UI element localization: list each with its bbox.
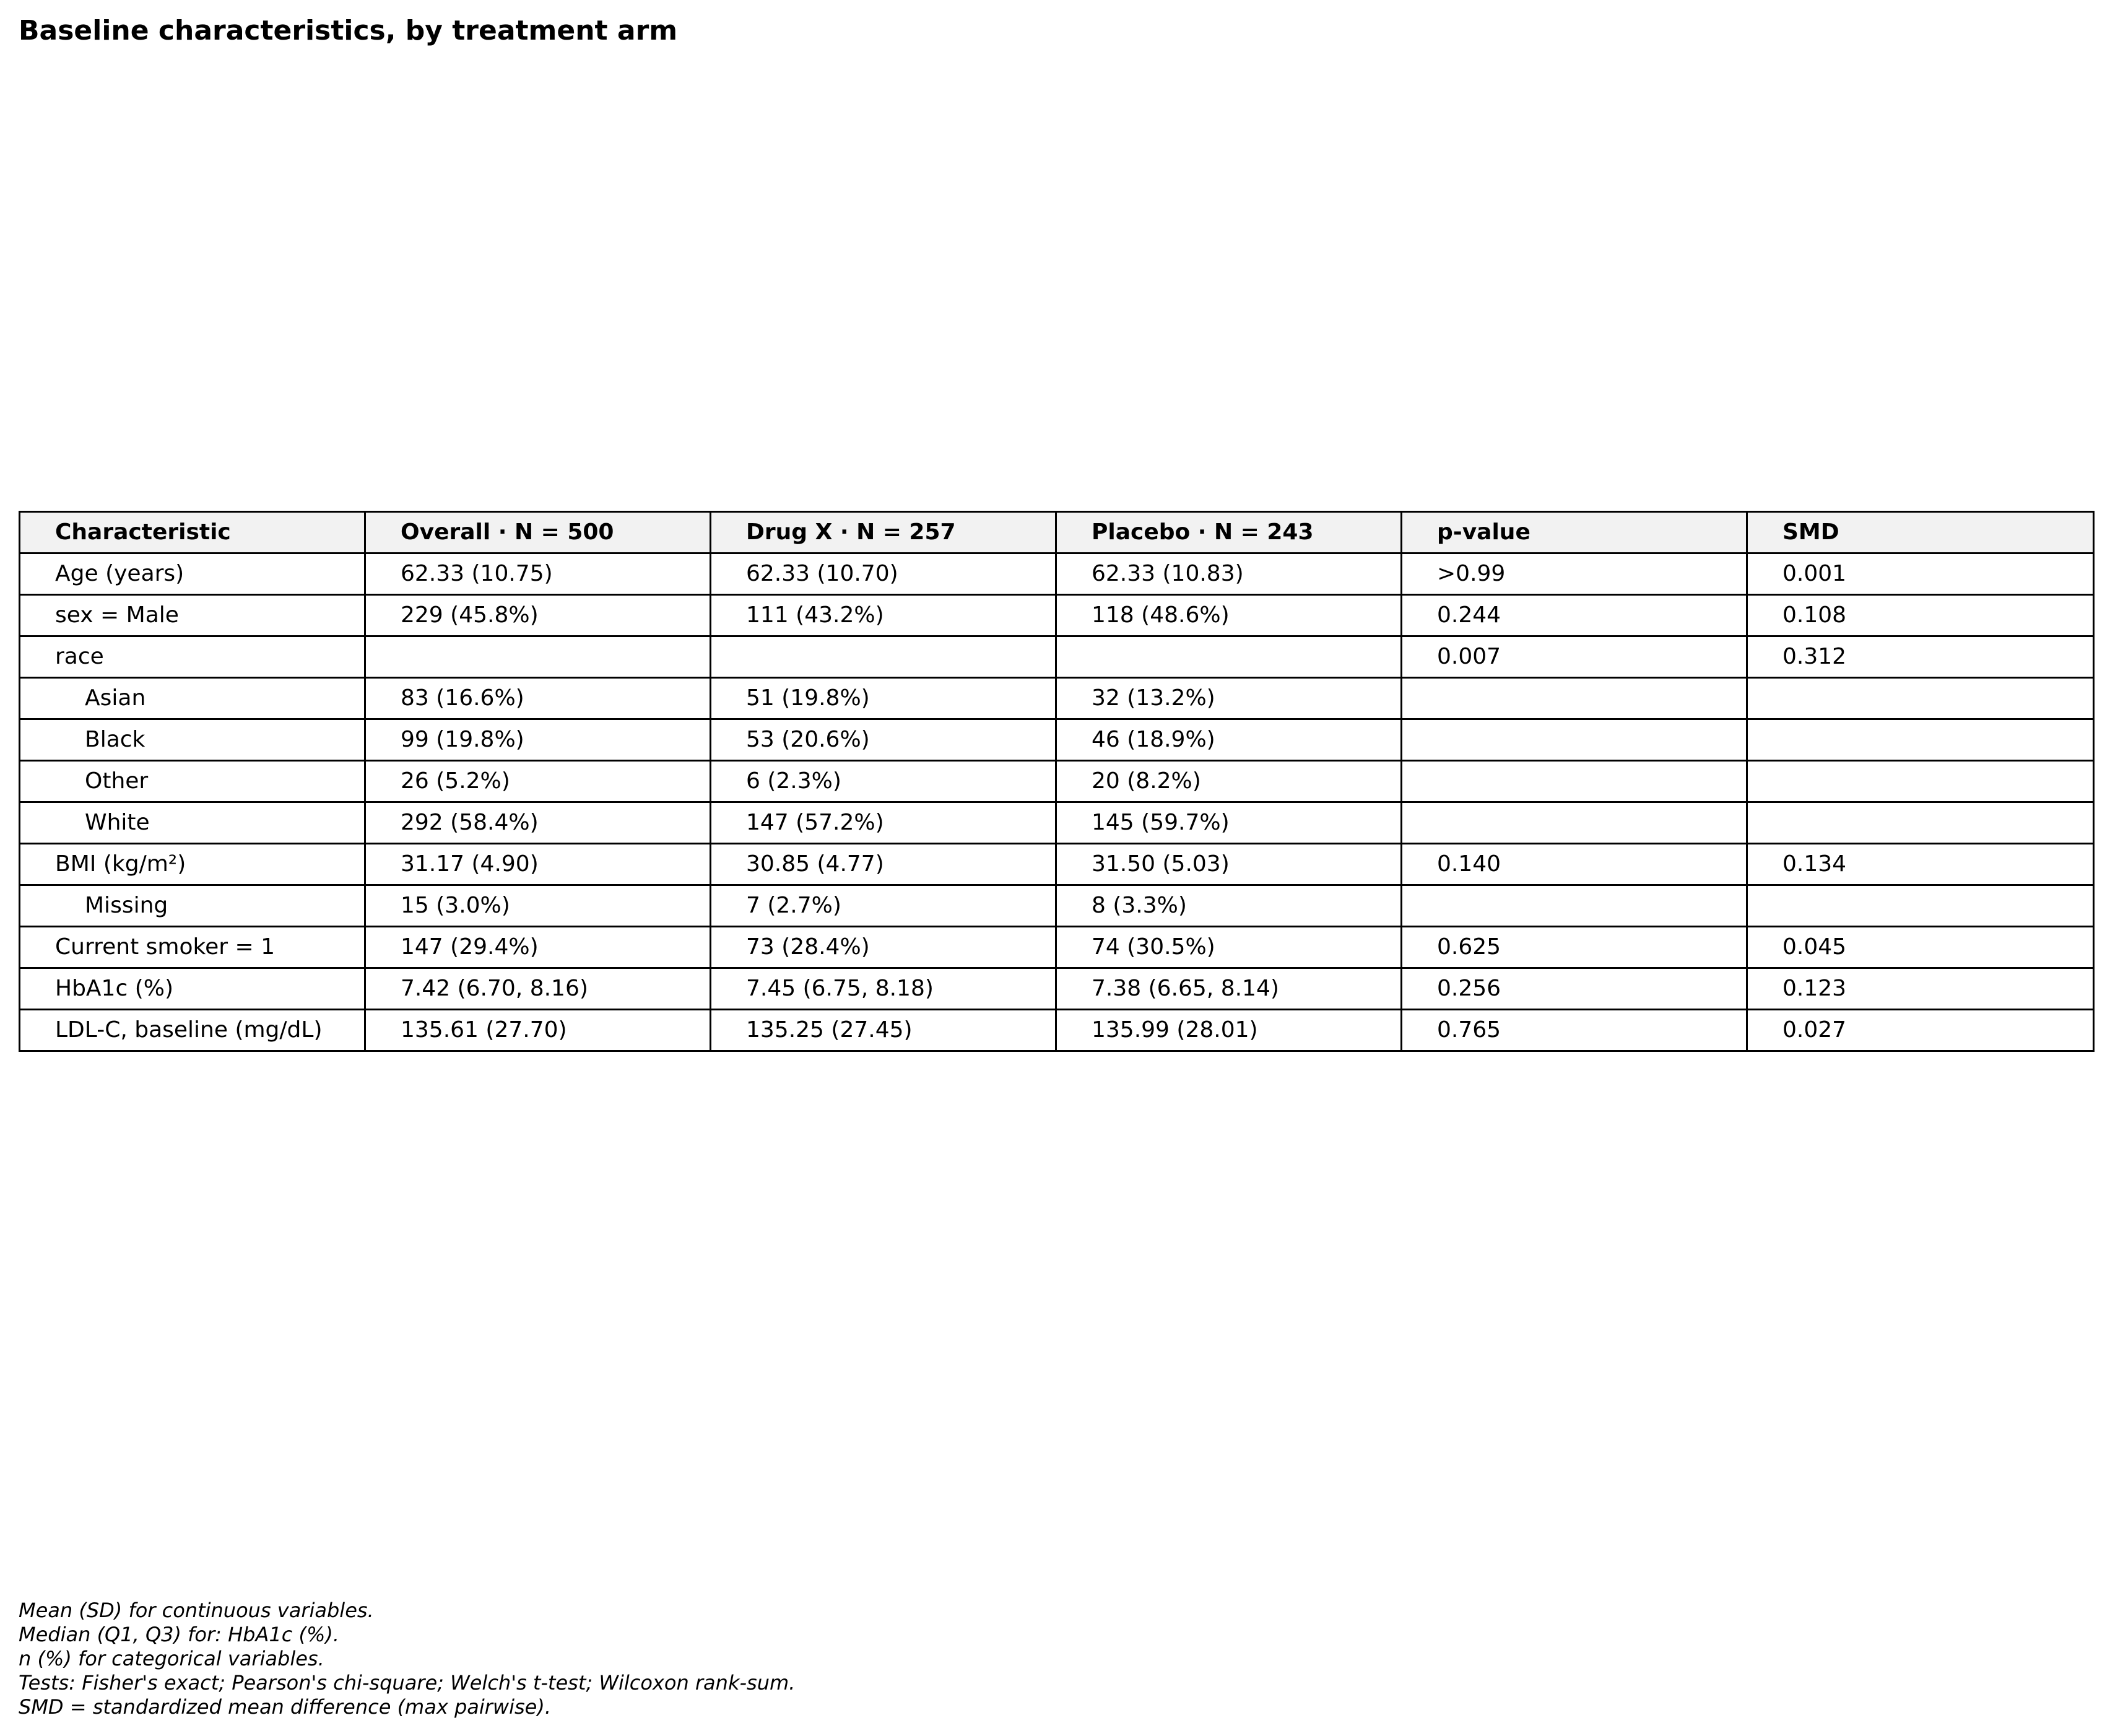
table-row (20, 844, 2094, 885)
table-cell (1402, 802, 1747, 844)
table-cell: 118 (48.6%) (1056, 595, 1402, 636)
column-header: p-value (1402, 512, 1747, 553)
table-cell: 15 (3.0%) (365, 885, 711, 927)
table-cell: 46 (18.9%) (1056, 719, 1402, 761)
table-row (20, 885, 2094, 927)
row-label-cell: Black (20, 719, 365, 761)
table-cell (711, 636, 1056, 678)
table-cell: 99 (19.8%) (365, 719, 711, 761)
table-cell: 0.045 (1747, 927, 2094, 968)
table-cell: >0.99 (1402, 553, 1747, 595)
table-cell: 135.25 (27.45) (711, 1010, 1056, 1051)
column-header: Drug X · N = 257 (711, 512, 1056, 553)
table-row (20, 553, 2094, 595)
row-label-cell: Asian (20, 678, 365, 719)
table-cell: 31.17 (4.90) (365, 844, 711, 885)
table-cell: 0.134 (1747, 844, 2094, 885)
table-body (20, 553, 2094, 1051)
table-cell: 73 (28.4%) (711, 927, 1056, 968)
table-cell: 26 (5.2%) (365, 761, 711, 802)
column-header: Overall · N = 500 (365, 512, 711, 553)
table-cell (1402, 761, 1747, 802)
row-label-cell: White (20, 802, 365, 844)
table-row (20, 802, 2094, 844)
table-row (20, 719, 2094, 761)
table-row (20, 678, 2094, 719)
row-label-cell: HbA1c (%) (20, 968, 365, 1010)
table-cell: 229 (45.8%) (365, 595, 711, 636)
table-cell: 7 (2.7%) (711, 885, 1056, 927)
table-cell: 147 (57.2%) (711, 802, 1056, 844)
table-cell: 0.140 (1402, 844, 1747, 885)
table-cell (1402, 678, 1747, 719)
table-cell: 0.244 (1402, 595, 1747, 636)
table-cell: 53 (20.6%) (711, 719, 1056, 761)
footnotes (19, 1599, 795, 1719)
row-label-cell: Age (years) (20, 553, 365, 595)
column-header: Placebo · N = 243 (1056, 512, 1402, 553)
table-cell: 0.027 (1747, 1010, 2094, 1051)
table-cell: 32 (13.2%) (1056, 678, 1402, 719)
row-label-cell: Current smoker = 1 (20, 927, 365, 968)
table-cell: 83 (16.6%) (365, 678, 711, 719)
table-cell: 7.42 (6.70, 8.16) (365, 968, 711, 1010)
table-row (20, 761, 2094, 802)
row-label-cell: Other (20, 761, 365, 802)
table-cell: 135.61 (27.70) (365, 1010, 711, 1051)
table-cell: 0.001 (1747, 553, 2094, 595)
table-cell: 111 (43.2%) (711, 595, 1056, 636)
table-cell: 0.108 (1747, 595, 2094, 636)
table-cell (1056, 636, 1402, 678)
table-cell: 74 (30.5%) (1056, 927, 1402, 968)
table-row (20, 927, 2094, 968)
footnote-line: Median (Q1, Q3) for: HbA1c (%). (19, 1623, 340, 1646)
row-label-cell: BMI (kg/m²) (20, 844, 365, 885)
table-cell: 292 (58.4%) (365, 802, 711, 844)
table-cell: 31.50 (5.03) (1056, 844, 1402, 885)
table-cell: 62.33 (10.70) (711, 553, 1056, 595)
table-cell (1747, 885, 2094, 927)
table-cell: 6 (2.3%) (711, 761, 1056, 802)
table-row (20, 1010, 2094, 1051)
table-cell (1402, 719, 1747, 761)
row-label-cell: LDL-C, baseline (mg/dL) (20, 1010, 365, 1051)
table-cell (1747, 719, 2094, 761)
footnote-line: Tests: Fisher's exact; Pearson's chi-square; Welch's t-test; Wilcoxon rank-sum. (19, 1671, 796, 1695)
table-cell: 7.38 (6.65, 8.14) (1056, 968, 1402, 1010)
table-row (20, 968, 2094, 1010)
footnote-line: Mean (SD) for continuous variables. (19, 1599, 374, 1622)
table-cell: 7.45 (6.75, 8.18) (711, 968, 1056, 1010)
row-label-cell: Missing (20, 885, 365, 927)
table-cell (1747, 802, 2094, 844)
header-row (20, 512, 2094, 553)
table-cell: 135.99 (28.01) (1056, 1010, 1402, 1051)
table-cell: 0.123 (1747, 968, 2094, 1010)
table-cell: 8 (3.3%) (1056, 885, 1402, 927)
table-cell: 145 (59.7%) (1056, 802, 1402, 844)
table-cell: 20 (8.2%) (1056, 761, 1402, 802)
table-cell (1747, 678, 2094, 719)
table-cell: 147 (29.4%) (365, 927, 711, 968)
table-cell (365, 636, 711, 678)
table-cell: 0.312 (1747, 636, 2094, 678)
baseline-characteristics-table (19, 511, 2095, 1052)
table-cell: 62.33 (10.83) (1056, 553, 1402, 595)
table-cell (1402, 885, 1747, 927)
column-header: Characteristic (20, 512, 365, 553)
column-header: SMD (1747, 512, 2094, 553)
footnote-line: SMD = standardized mean difference (max pairwise). (19, 1695, 551, 1719)
table-cell: 62.33 (10.75) (365, 553, 711, 595)
table-cell: 0.256 (1402, 968, 1747, 1010)
table-cell: 51 (19.8%) (711, 678, 1056, 719)
table-cell: 0.625 (1402, 927, 1747, 968)
table-cell (1747, 761, 2094, 802)
table-row (20, 636, 2094, 678)
table-cell: 0.007 (1402, 636, 1747, 678)
table-row (20, 595, 2094, 636)
table-cell: 0.765 (1402, 1010, 1747, 1051)
table-cell: 30.85 (4.77) (711, 844, 1056, 885)
footnote-line: n (%) for categorical variables. (19, 1647, 324, 1670)
row-label-cell: sex = Male (20, 595, 365, 636)
table-title: Baseline characteristics, by treatment arm (19, 15, 678, 46)
row-label-cell: race (20, 636, 365, 678)
